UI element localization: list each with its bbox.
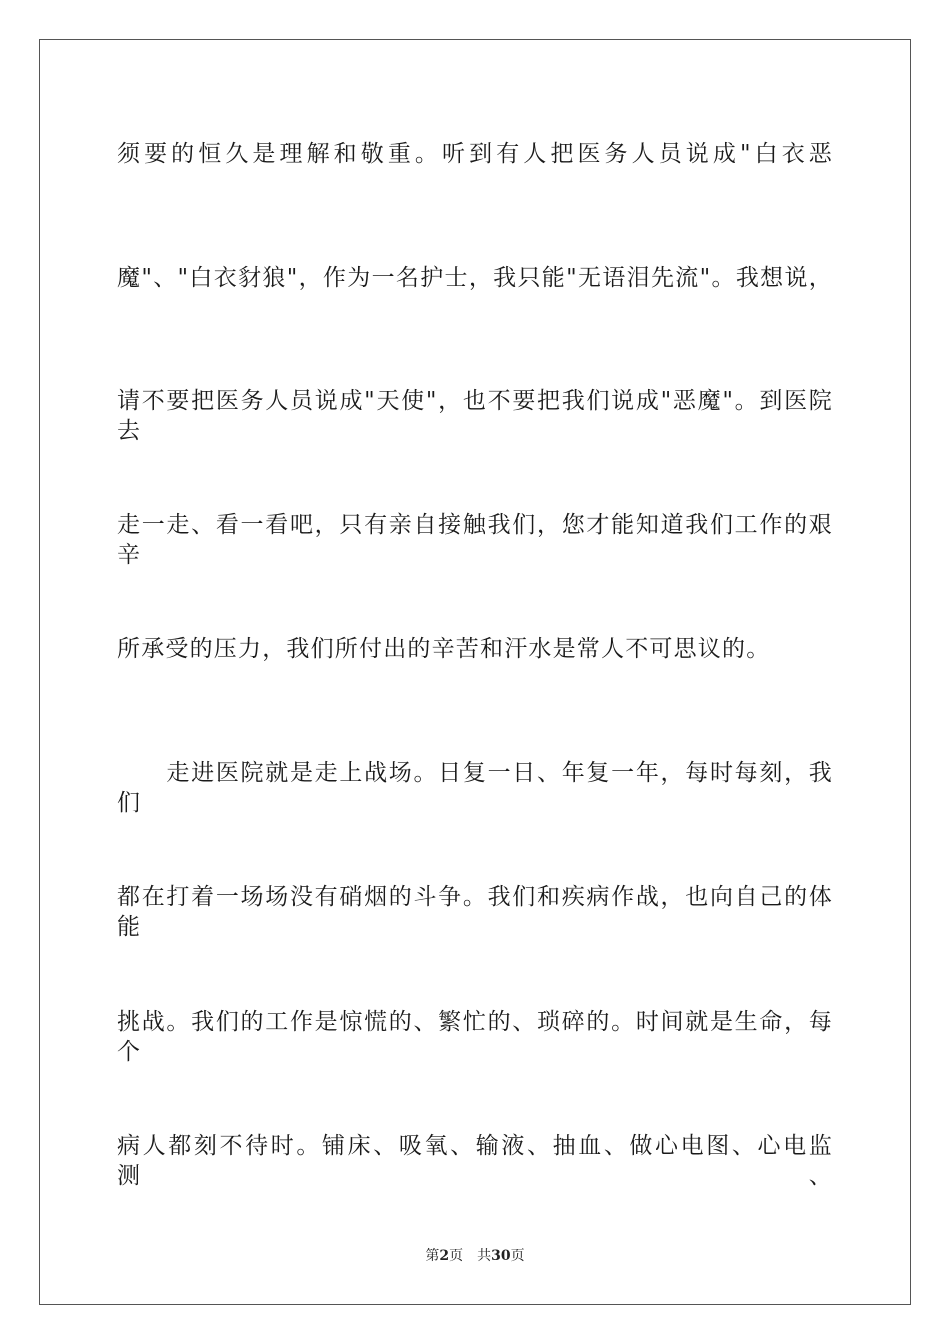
- text-line-2: 魔"、"白衣豺狼"，作为一名护士，我只能"无语泪先流"。我想说，: [117, 265, 833, 291]
- text-line-6: 走进医院就是走上战场。日复一日、年复一年，每时每刻，我们: [117, 760, 833, 816]
- page-suffix: 页: [449, 1248, 464, 1264]
- page-number: 2: [439, 1248, 450, 1264]
- text-line-1: 须要的恒久是理解和敬重。听到有人把医务人员说成"白衣恶: [117, 141, 833, 167]
- total-suffix: 页: [510, 1248, 525, 1264]
- page-prefix: 第: [425, 1248, 440, 1264]
- total-pages: 30: [491, 1248, 511, 1264]
- text-line-8: 挑战。我们的工作是惊慌的、繁忙的、琐碎的。时间就是生命，每个: [117, 1009, 833, 1065]
- page-footer: [0, 1246, 950, 1266]
- text-line-4: 走一走、看一看吧，只有亲自接触我们，您才能知道我们工作的艰辛: [117, 512, 833, 568]
- text-line-5: 所承受的压力，我们所付出的辛苦和汗水是常人不可思议的。: [117, 636, 771, 662]
- page-border: [39, 39, 911, 1305]
- text-line-3: 请不要把医务人员说成"天使"，也不要把我们说成"恶魔"。到医院去: [117, 388, 833, 444]
- text-line-7: 都在打着一场场没有硝烟的斗争。我们和疾病作战，也向自己的体能: [117, 884, 833, 940]
- total-prefix: 共: [477, 1248, 492, 1264]
- text-line-9: 病人都刻不待时。铺床、吸氧、输液、抽血、做心电图、心电监测、: [117, 1133, 833, 1189]
